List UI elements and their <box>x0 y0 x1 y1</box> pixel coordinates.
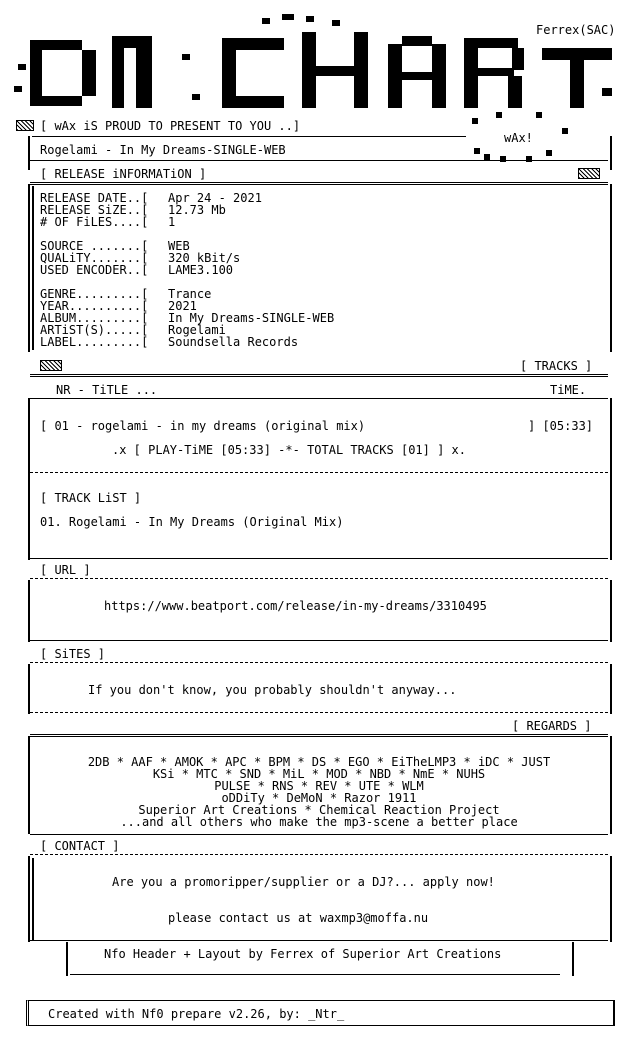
frame-right <box>596 136 612 170</box>
sites-text: If you don't know, you probably shouldn't anyway... <box>88 683 457 697</box>
regards-line: PULSE * RNS * REV * UTE * WLM <box>214 779 424 793</box>
info-label-genre: GENRE.........[ <box>40 287 149 301</box>
created-with: Created with Nf0 prepare v2.26, by: _Ntr_ <box>48 1007 345 1021</box>
logo-dot <box>472 118 478 124</box>
regards-line: ...and all others who make the mp3-scene a better place <box>120 815 518 829</box>
regards-line: 2DB * AAF * AMOK * APC * BPM * DS * EGO * EiTheLMP3 * iDC * JUST <box>87 755 551 769</box>
info-value-release-date: Apr 24 - 2021 <box>168 191 262 205</box>
frame-left <box>28 184 30 352</box>
logo-dot <box>562 128 568 134</box>
frame-right <box>596 474 612 560</box>
url-heading: [ URL ] <box>40 563 91 577</box>
regards-line: Superior Art Creations * Chemical Reaction Project <box>138 803 500 817</box>
double-rule <box>30 734 608 737</box>
tracks-col-time: TiME. <box>550 383 587 397</box>
group-logo <box>12 14 616 124</box>
frame-left <box>66 942 68 976</box>
frame-right <box>596 184 612 352</box>
contact-line-apply: Are you a promoripper/supplier or a DJ?... apply now! <box>112 875 495 889</box>
hatch-bar <box>40 360 62 371</box>
info-label-source: SOURCE .......[ <box>40 239 149 253</box>
info-value-genre: Trance <box>168 287 212 301</box>
info-value-encoder: LAME3.100 <box>168 263 234 277</box>
frame-left <box>28 580 30 642</box>
logo-dot <box>546 150 552 156</box>
dashed-rule <box>30 662 608 663</box>
sites-heading: [ SiTES ] <box>40 647 106 661</box>
info-label-artist: ARTiST(S).....[ <box>40 323 149 337</box>
double-rule <box>30 182 608 185</box>
info-label-release-size: RELEASE SiZE..[ <box>40 203 149 217</box>
info-value-quality: 320 kBit/s <box>168 251 241 265</box>
layout-credit: Nfo Header + Layout by Ferrex of Superior Art Creations <box>104 947 502 961</box>
frame-right <box>596 398 612 474</box>
rule <box>30 834 608 835</box>
presents-line: [ wAx iS PROUD TO PRESENT TO YOU ..] <box>40 119 301 133</box>
dashed-rule <box>30 472 608 473</box>
double-rule <box>30 374 608 377</box>
frame-left-inner <box>32 186 34 350</box>
frame-right <box>596 580 612 642</box>
frame-left <box>28 856 30 942</box>
frame-right <box>596 856 612 942</box>
rule <box>30 558 608 559</box>
info-label-quality: QUALiTY.......[ <box>40 251 149 265</box>
info-value-source: WEB <box>168 239 190 253</box>
logo-dot <box>474 148 480 154</box>
rule <box>30 640 608 641</box>
info-label-label: LABEL.........[ <box>40 335 149 349</box>
info-value-files: 1 <box>168 215 176 229</box>
tracks-col-title: NR - TiTLE ... <box>56 383 158 397</box>
logo-dot <box>536 112 542 118</box>
frame-right <box>560 942 574 976</box>
dashed-rule <box>30 854 608 855</box>
track-time: ] [05:33] <box>528 419 594 433</box>
frame-right <box>596 664 612 714</box>
logo-dot <box>500 156 506 162</box>
logo-dot <box>526 156 532 162</box>
frame-left <box>28 398 30 474</box>
rule <box>32 136 466 137</box>
frame-left <box>28 664 30 714</box>
regards-line: KSi * MTC * SND * MiL * MOD * NBD * NmE * NUHS <box>152 767 486 781</box>
hatch-bar <box>16 120 34 131</box>
release-title: Rogelami - In My Dreams-SINGLE-WEB <box>40 143 286 157</box>
url-link[interactable]: https://www.beatport.com/release/in-my-dreams/3310495 <box>104 599 487 613</box>
rule <box>30 940 608 941</box>
regards-heading: [ REGARDS ] <box>512 719 592 733</box>
wax-tag: wAx! <box>504 131 533 145</box>
tracks-heading: [ TRACKS ] <box>520 359 593 373</box>
info-label-year: YEAR..........[ <box>40 299 149 313</box>
ferrex-credit: Ferrex(SAC) <box>536 23 616 37</box>
info-value-artist: Rogelami <box>168 323 226 337</box>
contact-heading: [ CONTACT ] <box>40 839 120 853</box>
logo-dot <box>496 112 502 118</box>
info-value-label: Soundsella Records <box>168 335 299 349</box>
tracks-summary: .x [ PLAY-TiME [05:33] -*- TOTAL TRACKS [01] ] x. <box>112 443 467 457</box>
hatch-bar <box>578 168 600 179</box>
info-value-year: 2021 <box>168 299 197 313</box>
dashed-rule <box>30 712 608 713</box>
dashed-rule <box>30 578 608 579</box>
rule <box>70 974 560 975</box>
info-label-album: ALBUM.........[ <box>40 311 149 325</box>
release-info-heading: [ RELEASE iNFORMATiON ] <box>40 167 207 181</box>
track-list-item: 01. Rogelami - In My Dreams (Original Mix) <box>40 515 344 529</box>
info-label-files: # OF FiLES....[ <box>40 215 149 229</box>
contact-email[interactable]: please contact us at waxmp3@moffa.nu <box>168 911 429 925</box>
info-label-release-date: RELEASE DATE..[ <box>40 191 149 205</box>
rule <box>30 160 608 161</box>
rule <box>30 398 608 399</box>
frame-left-inner <box>32 858 34 940</box>
info-label-encoder: USED ENCODER..[ <box>40 263 149 277</box>
track-list-heading: [ TRACK LiST ] <box>40 491 142 505</box>
regards-line: oDDiTy * DeMoN * Razor 1911 <box>221 791 417 805</box>
info-value-release-size: 12.73 Mb <box>168 203 226 217</box>
frame-left <box>28 474 30 560</box>
track-entry: [ 01 - rogelami - in my dreams (original mix) <box>40 419 366 433</box>
info-value-album: In My Dreams-SINGLE-WEB <box>168 311 335 325</box>
frame-left <box>28 136 30 170</box>
